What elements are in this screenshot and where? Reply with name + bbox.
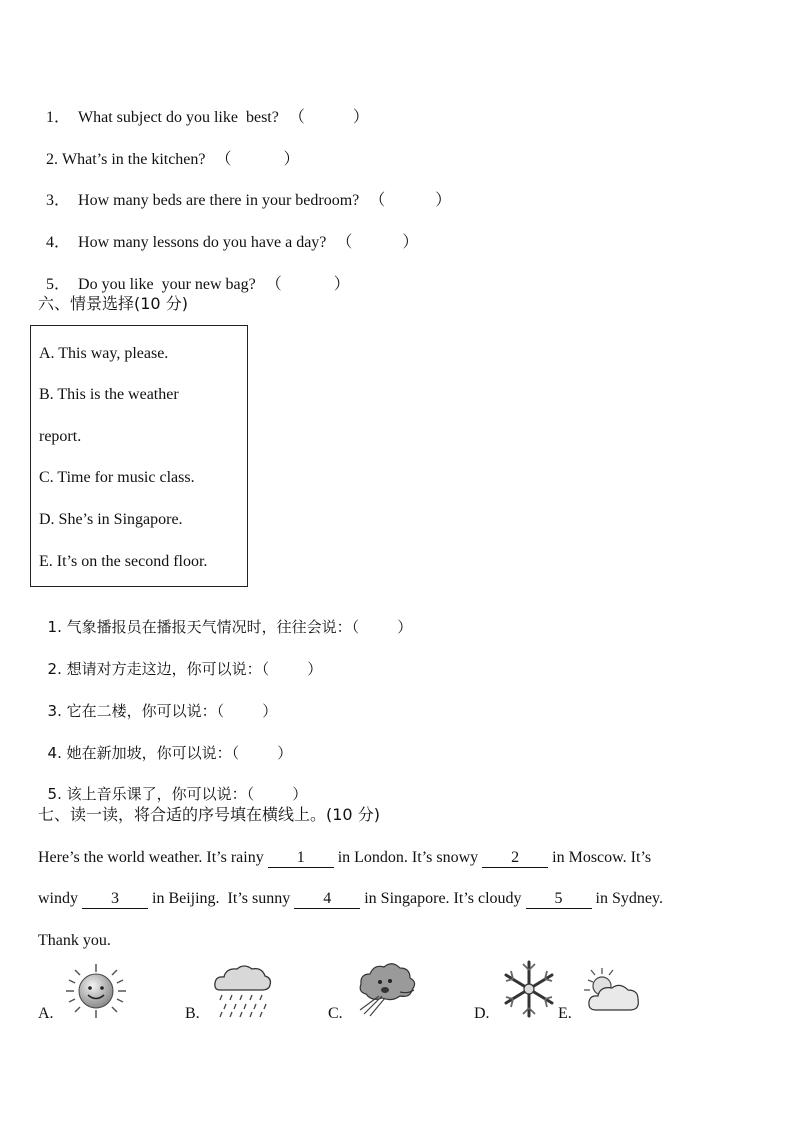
blank-4[interactable]: 4 <box>294 890 360 909</box>
option-a: A. This way, please. <box>39 345 169 362</box>
blank-1[interactable]: 1 <box>268 849 334 868</box>
passage-line-3: Thank you. <box>38 932 111 949</box>
situation-item-1: 1. 气象播报员在播报天气情况时，往往会说：（ ） <box>47 618 413 636</box>
question-4: 4． How many lessons do you have a day? （ ） <box>46 234 419 251</box>
section-7-title: 七、读一读，将合适的序号填在横线上。(10 分) <box>38 805 380 824</box>
passage-line-1: Here’s the world weather. It’s rainy 1 in London. It’s snowy 2 in Moscow. It’s <box>38 849 652 866</box>
rain-cloud-icon <box>210 962 274 1025</box>
wind-cloud-icon <box>352 958 422 1025</box>
picture-label-b: B. <box>185 1005 200 1022</box>
picture-label-c: C. <box>328 1005 343 1022</box>
situation-item-4: 4. 她在新加坡，你可以说：（ ） <box>47 744 293 762</box>
question-1: 1． What subject do you like best? （ ） <box>46 109 369 126</box>
option-e: E. It’s on the second floor. <box>39 553 208 570</box>
question-2: 2. What’s in the kitchen? （ ） <box>46 151 300 168</box>
option-c: C. Time for music class. <box>39 469 195 486</box>
situation-item-5: 5. 该上音乐课了，你可以说：（ ） <box>47 785 308 803</box>
picture-label-e: E. <box>558 1005 572 1022</box>
situation-item-2: 2. 想请对方走这边，你可以说：（ ） <box>47 660 323 678</box>
picture-label-a: A. <box>38 1005 54 1022</box>
blank-2[interactable]: 2 <box>482 849 548 868</box>
snowflake-icon <box>498 958 560 1025</box>
blank-3[interactable]: 3 <box>82 890 148 909</box>
passage-line-2: windy 3 in Beijing. It’s sunny 4 in Singapore. It’s cloudy 5 in Sydney. <box>38 890 663 907</box>
sun-icon <box>60 962 132 1025</box>
option-b: B. This is the weather <box>39 386 179 403</box>
situation-item-3: 3. 它在二楼，你可以说：（ ） <box>47 702 278 720</box>
blank-5[interactable]: 5 <box>526 890 592 909</box>
sun-behind-cloud-icon <box>582 966 642 1023</box>
picture-label-d: D. <box>474 1005 490 1022</box>
section-6-title: 六、情景选择(10 分) <box>38 294 188 313</box>
question-5: 5． Do you like your new bag? （ ） <box>46 276 350 293</box>
options-box <box>30 325 248 587</box>
option-d: D. She’s in Singapore. <box>39 511 183 528</box>
question-3: 3． How many beds are there in your bedroom? （ ） <box>46 192 452 209</box>
option-b-cont: report. <box>39 428 82 445</box>
